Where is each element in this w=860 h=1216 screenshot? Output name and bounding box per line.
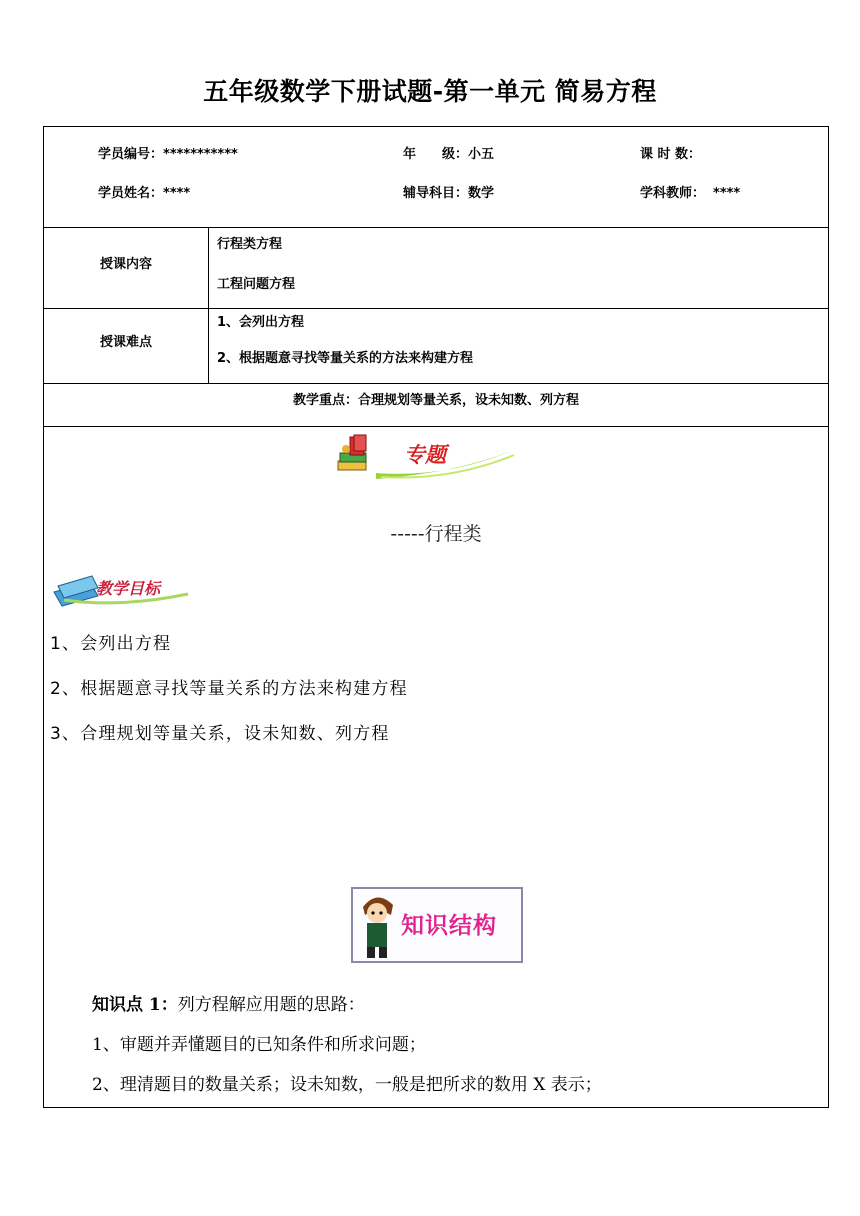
hours [640,143,701,162]
goal-item: 2、根据题意寻找等量关系的方法来构建方程 [50,679,408,699]
knowledge-point-label: 知识点 1： [92,995,178,1015]
goals-banner-text: 教学目标 [96,579,161,598]
key-points-row [44,384,829,427]
knowledge-banner-text: 知识结构 [401,913,497,939]
goal-item: 3、合理规划等量关系，设未知数、列方程 [50,724,390,744]
page-title: 五年级数学下册试题-第一单元 简易方程 [203,77,657,106]
teacher [640,182,740,201]
topic-banner [336,433,516,483]
knowledge-point [92,990,365,1015]
hours-label: 课 时 数： [640,147,702,162]
student-id-label: 学员编号： [98,147,164,162]
content-row [44,228,829,309]
teacher-label: 学科教师： [640,186,706,201]
subject-value: 数学 [468,186,495,201]
student-id-value: *********** [163,147,238,162]
difficulty-item: 1、会列出方程 [217,315,305,330]
knowledge-banner [351,887,523,963]
difficulty-label: 授课难点 [99,335,152,350]
difficulty-row [44,309,829,384]
student-name-value: **** [163,186,191,201]
goal-item: 1、会列出方程 [50,634,172,654]
knowledge-point-text: 列方程解应用题的思路： [177,995,365,1015]
student-avatar-icon [355,889,399,959]
teacher-value: **** [713,186,741,201]
student-name [98,182,190,201]
student-name-label: 学员姓名： [98,186,164,201]
content-item: 行程类方程 [217,237,283,252]
lesson-table [43,126,829,1108]
grade-value: 小五 [468,147,495,162]
topic-subtitle: -----行程类 [390,523,482,545]
step-item: 1、审题并弄懂题目的已知条件和所求问题； [92,1035,426,1055]
student-id [98,143,238,162]
topic-banner-text: 专题 [404,442,446,467]
subject-label: 辅导科目： [403,186,469,201]
goals-banner [50,570,190,610]
body-row [44,427,829,1108]
difficulty-item: 2、根据题意寻找等量关系的方法来构建方程 [217,351,474,366]
grade [403,143,494,162]
info-row [44,127,829,228]
key-points: 教学重点：合理规划等量关系，设未知数、列方程 [292,393,579,408]
content-item: 工程问题方程 [217,277,296,292]
subject [403,182,494,201]
step-item: 2、理清题目的数量关系；设未知数，一般是把所求的数用 X 表示； [92,1075,602,1095]
content-label: 授课内容 [99,257,152,272]
grade-label: 年 级： [403,147,469,162]
